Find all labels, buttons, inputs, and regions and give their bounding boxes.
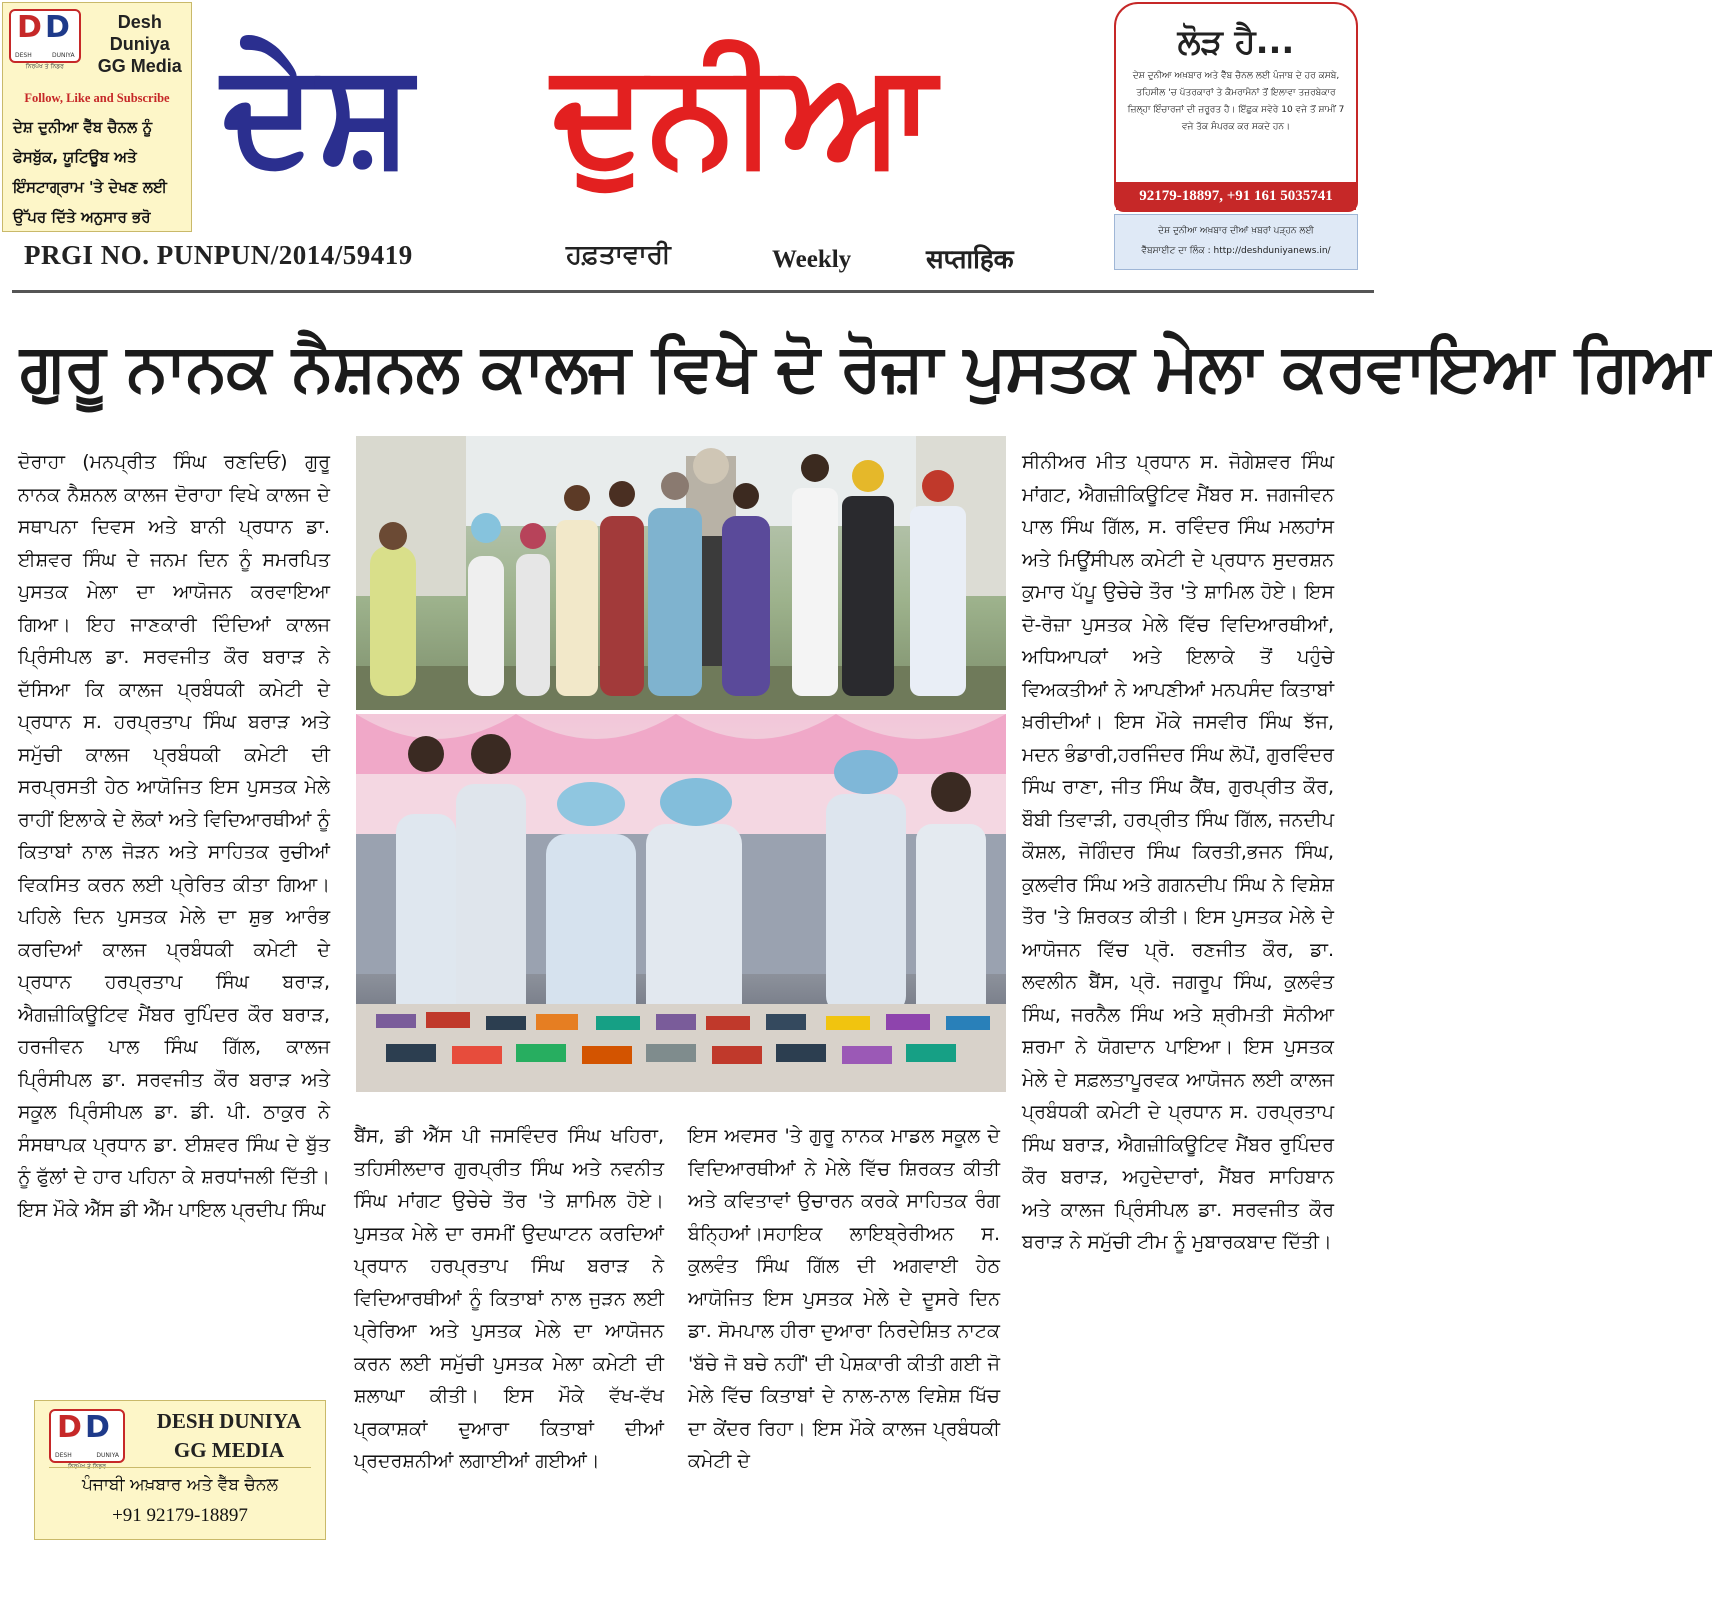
brand-header	[3, 3, 191, 77]
wanted-ad	[1114, 2, 1358, 212]
book-fair-photo	[356, 714, 1006, 1092]
promo-brand-line2: GG Media	[97, 56, 182, 76]
promo-brand	[89, 11, 191, 77]
article-column-right: ਸੀਨੀਅਰ ਮੀਤ ਪ੍ਰਧਾਨ ਸ. ਜੋਗੇਸ਼ਵਰ ਸਿੰਘ ਮਾਂਗਟ, ਐਗਜ਼ੀਕਿਊਟਿਵ ਮੈਂਬਰ ਸ. ਜਗਜੀਵਨ ਪਾਲ ਸਿੰਘ ਗਿੱਲ, ਸ. ਰਵਿੰਦਰ ਸਿੰਘ ਮਲਹਾਂਸ ਅਤੇ ਮਿਊਂਸੀਪਲ ਕਮੇਟੀ ਦੇ ਪ੍ਰਧਾਨ ਸੁਦਰਸ਼ਨ ਕੁਮਾਰ ਪੱਪੂ ਉਚੇਚੇ ਤੌਰ 'ਤੇ ਸ਼ਾਮਿਲ ਹੋਏ। ਇਸ ਦੋ-ਰੋਜ਼ਾ ਪੁਸਤਕ ਮੇਲੇ ਵਿੱਚ ਵਿਦਿਆਰਥੀਆਂ, ਅਧਿਆਪਕਾਂ ਅਤੇ ਇਲਾਕੇ ਤੋਂ ਪਹੁੰਚੇ ਵਿਅਕਤੀਆਂ ਨੇ ਆਪਣੀਆਂ ਮਨਪਸੰਦ ਕਿਤਾਬਾਂ ਖ਼ਰੀਦੀਆਂ। ਇਸ ਮੌਕੇ ਜਸਵੀਰ ਸਿੰਘ ਝੱਜ, ਮਦਨ ਭੰਡਾਰੀ,ਹਰਜਿੰਦਰ ਸਿੰਘ ਲੋਪੋਂ, ਗੁਰਵਿੰਦਰ ਸਿੰਘ ਰਾਣਾ, ਜੀਤ ਸਿੰਘ ਕੈਂਥ, ਗੁਰਪ੍ਰੀਤ ਕੌਰ, ਬੌਬੀ ਤਿਵਾੜੀ, ਹਰਪ੍ਰੀਤ ਸਿੰਘ ਗਿੱਲ, ਜਨਦੀਪ ਕੌਸ਼ਲ, ਜੋਗਿੰਦਰ ਸਿੰਘ ਕਿਰਤੀ,ਭਜਨ ਸਿੰਘ, ਕੁਲਵੀਰ ਸਿੰਘ ਅਤੇ ਗਗਨਦੀਪ ਸਿੰਘ ਨੇ ਵਿਸ਼ੇਸ਼ ਤੌਰ 'ਤੇ ਸ਼ਿਰਕਤ ਕੀਤੀ। ਇਸ ਪੁਸਤਕ ਮੇਲੇ ਦੇ ਆਯੋਜਨ ਵਿੱਚ ਪ੍ਰੋ. ਰਣਜੀਤ ਕੌਰ, ਡਾ. ਲਵਲੀਨ ਬੈਂਸ, ਪ੍ਰੋ. ਜਗਰੂਪ ਸਿੰਘ, ਕੁਲਵੰਤ ਸਿੰਘ, ਜਰਨੈਲ ਸਿੰਘ ਅਤੇ ਸ਼੍ਰੀਮਤੀ ਸੋਨੀਆ ਸ਼ਰਮਾ ਨੇ ਯੋਗਦਾਨ ਪਾਇਆ। ਇਸ ਪੁਸਤਕ ਮੇਲੇ ਦੇ ਸਫ਼ਲਤਾਪੂਰਵਕ ਆਯੋਜਨ ਲਈ ਕਾਲਜ ਪ੍ਰਬੰਧਕੀ ਕਮੇਟੀ ਦੇ ਪ੍ਰਧਾਨ ਸ. ਹਰਪ੍ਰਤਾਪ ਸਿੰਘ ਬਰਾੜ, ਐਗਜ਼ੀਕਿਊਟਿਵ ਮੈਂਬਰ ਰੁਪਿੰਦਰ ਕੌਰ ਬਰਾੜ, ਅਹੁਦੇਦਾਰਾਂ, ਮੈਂਬਰ ਸਾਹਿਬਾਨ ਅਤੇ ਕਾਲਜ ਪ੍ਰਿੰਸੀਪਲ ਡਾ. ਸਰਵਜੀਤ ਕੌਰ ਬਰਾੜ ਨੇ ਸਮੁੱਚੀ ਟੀਮ ਨੂੰ ਮੁਬਾਰਕਬਾਦ ਦਿੱਤੀ।	[1022, 451, 1334, 1253]
promo-box	[2, 2, 192, 232]
group-photo	[356, 436, 1006, 710]
dd-logo: D D DESH DUNIYA ਨਿਰਪੱਖ ਤੇ ਨਿਡਰ	[9, 9, 81, 63]
masthead	[222, 14, 1102, 214]
prgi-number: PRGI NO. PUNPUN/2014/59419	[24, 240, 413, 270]
article-column-mid-b: ਇਸ ਅਵਸਰ 'ਤੇ ਗੁਰੂ ਨਾਨਕ ਮਾਡਲ ਸਕੂਲ ਦੇ ਵਿਦਿਆਰਥੀਆਂ ਨੇ ਮੇਲੇ ਵਿੱਚ ਸ਼ਿਰਕਤ ਕੀਤੀ ਅਤੇ ਕਵਿਤਾਵਾਂ ਉਚਾਰਨ ਕਰਕੇ ਸਾਹਿਤਕ ਰੰਗ ਬੰਨ੍ਹਿਆਂ।ਸਹਾਇਕ ਲਾਇਬ੍ਰੇਰੀਅਨ ਸ. ਕੁਲਵੰਤ ਸਿੰਘ ਗਿੱਲ ਦੀ ਅਗਵਾਈ ਹੇਠ ਆਯੋਜਿਤ ਇਸ ਪੁਸਤਕ ਮੇਲੇ ਦੇ ਦੂਸਰੇ ਦਿਨ ਡਾ. ਸੋਮਪਾਲ ਹੀਰਾ ਦੁਆਰਾ ਨਿਰਦੇਸ਼ਿਤ ਨਾਟਕ 'ਬੱਚੇ ਜੋ ਬਚੇ ਨਹੀਂ' ਦੀ ਪੇਸ਼ਕਾਰੀ ਕੀਤੀ ਗਈ ਜੋ ਮੇਲੇ ਵਿੱਚ ਕਿਤਾਬਾਂ ਦੇ ਨਾਲ-ਨਾਲ ਵਿਸ਼ੇਸ਼ ਖਿੱਚ ਦਾ ਕੇਂਦਰ ਰਿਹਾ। ਇਸ ਮੌਕੇ ਕਾਲਜ ਪ੍ਰਬੰਧਕੀ ਕਮੇਟੀ ਦੇ	[688, 1125, 1000, 1472]
ad-brand-line2: GG MEDIA	[173, 1438, 285, 1462]
ad-bottom	[34, 1400, 326, 1540]
follow-text: Follow, Like and Subscribe	[24, 91, 170, 105]
group-photo-graphic	[356, 436, 1006, 710]
article-column-mid-a: ਬੈਂਸ, ਡੀ ਐੱਸ ਪੀ ਜਸਵਿੰਦਰ ਸਿੰਘ ਖਹਿਰਾ, ਤਹਿਸੀਲਦਾਰ ਗੁਰਪ੍ਰੀਤ ਸਿੰਘ ਅਤੇ ਨਵਨੀਤ ਸਿੰਘ ਮਾਂਗਟ ਉਚੇਚੇ ਤੌਰ 'ਤੇ ਸ਼ਾਮਿਲ ਹੋਏ। ਪੁਸਤਕ ਮੇਲੇ ਦਾ ਰਸਮੀਂ ਉਦਘਾਟਨ ਕਰਦਿਆਂ ਪ੍ਰਧਾਨ ਹਰਪ੍ਰਤਾਪ ਸਿੰਘ ਬਰਾੜ ਨੇ ਵਿਦਿਆਰਥੀਆਂ ਨੂੰ ਕਿਤਾਬਾਂ ਨਾਲ ਜੁੜਨ ਲਈ ਪ੍ਰੇਰਿਆ ਅਤੇ ਪੁਸਤਕ ਮੇਲੇ ਦਾ ਆਯੋਜਨ ਕਰਨ ਲਈ ਸਮੁੱਚੀ ਪੁਸਤਕ ਮੇਲਾ ਕਮੇਟੀ ਦੀ ਸ਼ਲਾਘਾ ਕੀਤੀ। ਇਸ ਮੌਕੇ ਵੱਖ-ਵੱਖ ਪ੍ਰਕਾਸ਼ਕਾਂ ਦੁਆਰਾ ਕਿਤਾਬਾਂ ਦੀਆਂ ਪ੍ਰਦਰਸ਼ਨੀਆਂ ਲਗਾਈਆਂ ਗਈਆਂ।	[354, 1125, 664, 1472]
wanted-phone: 92179-18897, +91 161 5035741	[1116, 182, 1356, 210]
wanted-body: ਦੇਸ਼ ਦੁਨੀਆ ਅਖ਼ਬਾਰ ਅਤੇ ਵੈੱਬ ਚੈਨਲ ਲਈ ਪੰਜਾਬ ਦੇ ਹਰ ਕਸਬੇ, ਤਹਿਸੀਲ 'ਚ ਪੱਤਰਕਾਰਾਂ ਤੇ ਕੈਮਰਾਮੈਨਾਂ ਤੋਂ ਇਲਾਵਾ ਤਜ਼ਰਬੇਕਾਰ ਜ਼ਿਲ੍ਹਾ ਇੰਚਾਰਜਾਂ ਦੀ ਜ਼ਰੂਰਤ ਹੈ। ਇੱਛੁਕ ਸਵੇਰੇ 10 ਵਜੇ ਤੋਂ ਸ਼ਾਮੀਂ 7 ਵਜੇ ਤੱਕ ਸੰਪਰਕ ਕਰ ਸਕਦੇ ਹਨ।	[1127, 71, 1345, 132]
article-column-left: ਦੋਰਾਹਾ (ਮਨਪ੍ਰੀਤ ਸਿੰਘ ਰਣਦਿਓ) ਗੁਰੂ ਨਾਨਕ ਨੈਸ਼ਨਲ ਕਾਲਜ ਦੋਰਾਹਾ ਵਿਖੇ ਕਾਲਜ ਦੇ ਸਥਾਪਨਾ ਦਿਵਸ ਅਤੇ ਬਾਨੀ ਪ੍ਰਧਾਨ ਡਾ. ਈਸ਼ਵਰ ਸਿੰਘ ਦੇ ਜਨਮ ਦਿਨ ਨੂੰ ਸਮਰਪਿਤ ਪੁਸਤਕ ਮੇਲਾ ਦਾ ਆਯੋਜਨ ਕਰਵਾਇਆ ਗਿਆ। ਇਹ ਜਾਣਕਾਰੀ ਦਿੰਦਿਆਂ ਕਾਲਜ ਪ੍ਰਿੰਸੀਪਲ ਡਾ. ਸਰਵਜੀਤ ਕੌਰ ਬਰਾੜ ਨੇ ਦੱਸਿਆ ਕਿ ਕਾਲਜ ਪ੍ਰਬੰਧਕੀ ਕਮੇਟੀ ਦੇ ਪ੍ਰਧਾਨ ਸ. ਹਰਪ੍ਰਤਾਪ ਸਿੰਘ ਬਰਾੜ ਅਤੇ ਸਮੁੱਚੀ ਕਾਲਜ ਪ੍ਰਬੰਧਕੀ ਕਮੇਟੀ ਦੀ ਸਰਪ੍ਰਸਤੀ ਹੇਠ ਆਯੋਜਿਤ ਇਸ ਪੁਸਤਕ ਮੇਲੇ ਰਾਹੀਂ ਇਲਾਕੇ ਦੇ ਲੋਕਾਂ ਅਤੇ ਵਿਦਿਆਰਥੀਆਂ ਨੂੰ ਕਿਤਾਬਾਂ ਨਾਲ ਜੋੜਨ ਅਤੇ ਸਾਹਿਤਕ ਰੁਚੀਆਂ ਵਿਕਸਿਤ ਕਰਨ ਲਈ ਪ੍ਰੇਰਿਤ ਕੀਤਾ ਗਿਆ। ਪਹਿਲੇ ਦਿਨ ਪੁਸਤਕ ਮੇਲੇ ਦਾ ਸ਼ੁਭ ਆਰੰਭ ਕਰਦਿਆਂ ਕਾਲਜ ਪ੍ਰਬੰਧਕੀ ਕਮੇਟੀ ਦੇ ਪ੍ਰਧਾਨ ਹਰਪ੍ਰਤਾਪ ਸਿੰਘ ਬਰਾੜ, ਐਗਜ਼ੀਕਿਊਟਿਵ ਮੈਂਬਰ ਰੁਪਿੰਦਰ ਕੌਰ ਬਰਾੜ, ਹਰਜੀਵਨ ਪਾਲ ਸਿੰਘ ਗਿੱਲ, ਕਾਲਜ ਪ੍ਰਿੰਸੀਪਲ ਡਾ. ਸਰਵਜੀਤ ਕੌਰ ਬਰਾੜ ਅਤੇ ਸਕੂਲ ਪ੍ਰਿੰਸੀਪਲ ਡਾ. ਡੀ. ਪੀ. ਠਾਕੁਰ ਨੇ ਸੰਸਥਾਪਕ ਪ੍ਰਧਾਨ ਡਾ. ਈਸ਼ਵਰ ਸਿੰਘ ਦੇ ਬੁੱਤ ਨੂੰ ਫੁੱਲਾਂ ਦੇ ਹਾਰ ਪਹਿਨਾ ਕੇ ਸ਼ਰਧਾਂਜਲੀ ਦਿੱਤੀ। ਇਸ ਮੌਕੇ ਐੱਸ ਡੀ ਐੱਮ ਪਾਇਲ ਪ੍ਰਦੀਪ ਸਿੰਘ	[18, 451, 330, 1221]
ad-divider	[49, 1467, 311, 1468]
logo-sub-right: DUNIYA	[52, 52, 75, 59]
masthead-word-2: ਦੁਨੀਆ	[552, 31, 938, 196]
weekly-english: Weekly	[772, 246, 852, 273]
promo-brand-line1: Desh Duniya	[109, 12, 170, 54]
website-box	[1114, 214, 1358, 270]
headline: ਗੁਰੂ ਨਾਨਕ ਨੈਸ਼ਨਲ ਕਾਲਜ ਵਿਖੇ ਦੋ ਰੋਜ਼ਾ ਪੁਸਤਕ ਮੇਲਾ ਕਰਵਾਇਆ ਗਿਆ	[20, 329, 1712, 406]
ad-brand	[139, 1407, 319, 1465]
website-link[interactable]: ਵੈੱਬਸਾਈਟ ਦਾ ਲਿੰਕ : http://deshduniyanews.in/	[1141, 246, 1331, 256]
weekly-punjabi: ਹਫ਼ਤਾਵਾਰੀ	[566, 240, 671, 270]
ad-brand-line1: DESH DUNIYA	[156, 1409, 302, 1433]
logo-sub-left: DESH	[55, 1452, 72, 1459]
wanted-title: ਲੋੜ ਹੈ...	[1177, 22, 1295, 62]
logo-sub-left: DESH	[15, 52, 32, 59]
dd-logo-small: D D DESH DUNIYA	[49, 1409, 125, 1463]
book-fair-photo-graphic	[356, 714, 1006, 1092]
logo-tagline: ਨਿਰਪੱਖ ਤੇ ਨਿਡਰ	[25, 63, 64, 70]
logo-sub-right: DUNIYA	[96, 1452, 119, 1459]
website-line1: ਦੇਸ਼ ਦੁਨੀਆ ਅਖ਼ਬਾਰ ਦੀਆਂ ਖ਼ਬਰਾਂ ਪੜ੍ਹਨ ਲਈ	[1158, 226, 1314, 236]
ad-phone: +91 92179-18897	[112, 1505, 248, 1526]
weekly-hindi: सप्ताहिक	[926, 245, 1014, 275]
divider	[12, 290, 1374, 293]
ad-tagline: ਪੰਜਾਬੀ ਅਖ਼ਬਾਰ ਅਤੇ ਵੈੱਬ ਚੈਨਲ	[81, 1475, 279, 1495]
masthead-word-1: ਦੇਸ਼	[222, 31, 415, 196]
promo-text: ਦੇਸ਼ ਦੁਨੀਆ ਵੈੱਬ ਚੈਨਲ ਨੂੰ ਫੇਸਬੁੱਕ, ਯੂਟਿਊਬ ਅਤੇ ਇੰਸਟਾਗ੍ਰਾਮ 'ਤੇ ਦੇਖਣ ਲਈ ਉੱਪਰ ਦਿੱਤੇ ਅਨੁਸਾਰ ਭਰੋ	[13, 118, 167, 226]
